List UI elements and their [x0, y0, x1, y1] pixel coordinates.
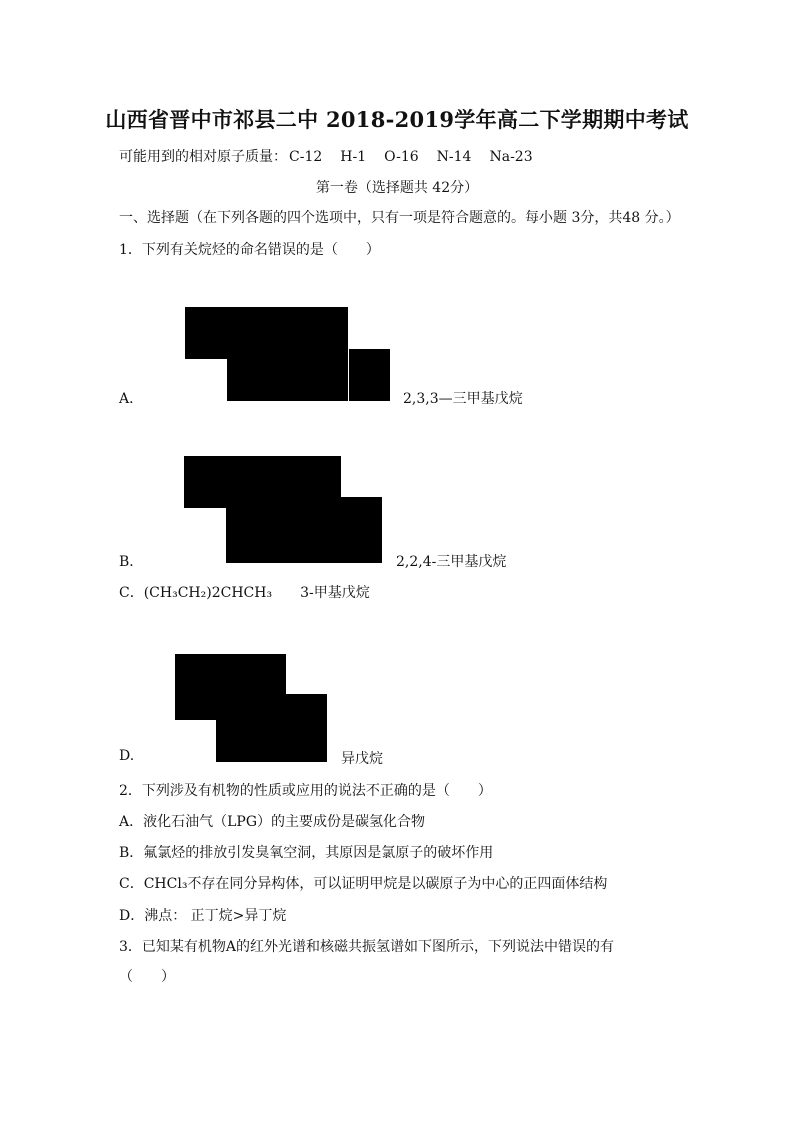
section-title: 第一卷（选择题共 42分）: [315, 180, 479, 196]
q1-a-structure-image-part: [349, 349, 390, 401]
atomic-mass-line: [119, 146, 551, 166]
part-heading: 一、选择题（在下列各题的四个选项中，只有一项是符合题意的。每小题 3分，共48 分。）: [119, 210, 680, 226]
atomic-mass-label: 可能用到的相对原子质量：: [119, 149, 287, 165]
q1-option-c: C．(CH₃CH₂)2CHCH₃ 3-甲基戊烷: [119, 585, 370, 601]
q1-option-b-letter: B．: [119, 554, 144, 570]
document-title: 山西省晋中市祁县二中 2018-2019学年高二下学期期中考试: [105, 107, 689, 132]
q1-d-structure-image-part: [216, 719, 286, 762]
atomic-mass-o: O-16: [384, 149, 419, 165]
q2-option-b: B．氟氯烃的排放引发臭氧空洞，其原因是氯原子的破坏作用: [119, 845, 494, 861]
q1-option-b-name: 2,2,4-三甲基戊烷: [396, 554, 507, 570]
q1-a-structure-image-part: [227, 358, 348, 401]
q3-stem: 3．已知某有机物A的红外光谱和核磁共振氢谱如下图所示，下列说法中错误的有: [119, 939, 615, 955]
q1-option-d-letter: D.: [119, 748, 135, 764]
q1-stem: 1．下列有关烷烃的命名错误的是（ ）: [119, 242, 380, 258]
q3-paren: （ ）: [119, 969, 175, 985]
q1-b-structure-image-part: [226, 507, 341, 563]
q2-option-c: C．CHCl₃不存在同分异构体，可以证明甲烷是以碳原子为中心的正四面体结构: [119, 876, 608, 892]
q1-b-structure-image-part: [341, 497, 382, 563]
q2-option-a: A．液化石油气（LPG）的主要成份是碳氢化合物: [119, 814, 426, 830]
atomic-mass-c: C-12: [289, 149, 323, 165]
q1-d-structure-image: [175, 654, 286, 720]
q1-option-d-name: 异戊烷: [341, 751, 383, 767]
q2-stem: 2．下列涉及有机物的性质或应用的说法不正确的是（ ）: [119, 783, 492, 799]
atomic-mass-n: N-14: [436, 149, 472, 165]
atomic-mass-h: H-1: [340, 149, 367, 165]
q1-a-structure-image: [185, 307, 348, 359]
atomic-mass-na: Na-23: [489, 149, 533, 165]
q1-d-structure-image-part: [286, 694, 327, 762]
q1-option-a-name: 2,3,3—三甲基戊烷: [403, 391, 523, 407]
q1-option-a-letter: A．: [119, 391, 144, 407]
q2-option-d: D．沸点： 正丁烷>异丁烷: [119, 908, 287, 924]
q1-b-structure-image: [184, 456, 341, 508]
